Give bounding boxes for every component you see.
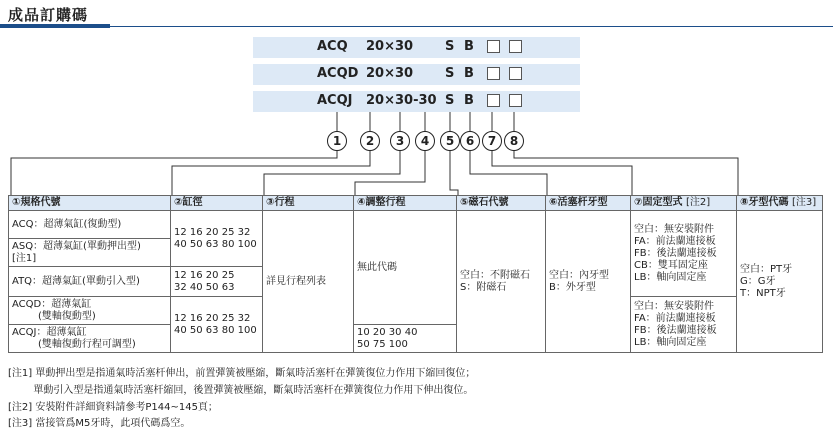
header-stroke: ③行程 <box>263 196 354 211</box>
header-rod-thread: ⑥活塞杆牙型 <box>546 196 631 211</box>
code-size: 20×30-30 <box>366 93 437 108</box>
code-model: ACQJ <box>317 93 353 108</box>
spec-acqd: ACQD：超薄氣缸 (雙軸復動型) <box>9 297 171 325</box>
position-6-marker: 6 <box>460 131 480 151</box>
code-model: ACQD <box>317 66 359 81</box>
mount-cell: 空白：無安裝附件 FA：前法蘭連接板 FB：後法蘭連接板 CB：雙耳固定座 LB：軸向固定座 <box>631 211 737 297</box>
header-magnet-code: ⑤磁石代號 <box>457 196 546 211</box>
note-1: [注1] 單動押出型是指通氣時活塞杆伸出，前置彈簧被壓縮，斷氣時活塞杆在彈簧復位力作用下縮回復位； <box>8 368 476 379</box>
code-thread: B <box>464 39 474 54</box>
mount-cell: 空白：無安裝附件 FA：前法蘭連接板 FB：後法蘭連接板 LB：軸向固定座 <box>631 297 737 353</box>
bore-cell: 12 16 20 25 32 40 50 63 80 100 <box>171 297 263 353</box>
spec-acq: ACQ：超薄氣缸(復動型) <box>9 211 171 239</box>
code-size: 20×30 <box>366 66 414 81</box>
header-spec-code: ①規格代號 <box>9 196 171 211</box>
position-8-marker: 8 <box>504 131 524 151</box>
connector-lines <box>0 0 833 200</box>
header-port-thread: ⑧牙型代碼 [注3] <box>737 196 823 211</box>
stroke-cell: 詳見行程列表 <box>263 211 354 353</box>
note-2: [注2] 安裝附件詳細資料請參考P144~145頁； <box>8 402 218 413</box>
position-2-marker: 2 <box>360 131 380 151</box>
spec-acqj: ACQJ：超薄氣缸 (雙軸復動行程可調型) <box>9 325 171 353</box>
code-size: 20×30 <box>366 39 414 54</box>
code-thread: B <box>464 93 474 108</box>
port-cell: 空白：PT牙 G：G牙 T：NPT牙 <box>737 211 823 353</box>
thread-cell: 空白：內牙型 B：外牙型 <box>546 211 631 353</box>
code-model: ACQ <box>317 39 348 54</box>
code-magnet: S <box>445 66 455 81</box>
adjust-cell: 10 20 30 40 50 75 100 <box>354 325 457 353</box>
bore-cell: 12 16 20 25 32 40 50 63 <box>171 267 263 297</box>
code-magnet: S <box>445 39 455 54</box>
adjust-cell: 無此代碼 <box>354 211 457 325</box>
bore-cell: 12 16 20 25 32 40 50 63 80 100 <box>171 211 263 267</box>
position-1-marker: 1 <box>327 131 347 151</box>
header-bore: ②缸徑 <box>171 196 263 211</box>
magnet-cell: 空白：不附磁石 S：附磁石 <box>457 211 546 353</box>
spec-asq: ASQ：超薄氣缸(單動押出型) [注1] <box>9 239 171 267</box>
table-row <box>9 211 823 239</box>
page-title: 成品訂購碼 <box>8 6 89 24</box>
note-1-cont: 單動引入型是指通氣時活塞杆縮回，後置彈簧被壓縮，斷氣時活塞杆在彈簧復位力作用下伸出復位。 <box>8 385 474 396</box>
header-mount-type: ⑦固定型式 [注2] <box>631 196 737 211</box>
spec-atq: ATQ：超薄氣缸(單動引入型) <box>9 267 171 297</box>
position-4-marker: 4 <box>415 131 435 151</box>
spec-table <box>8 195 823 353</box>
header-adjust-stroke: ④調整行程 <box>354 196 457 211</box>
code-thread: B <box>464 66 474 81</box>
code-magnet: S <box>445 93 455 108</box>
position-3-marker: 3 <box>390 131 410 151</box>
note-3: [注3] 當接管爲M5牙時，此項代碼爲空。 <box>8 418 191 429</box>
table-header-row <box>9 196 823 211</box>
position-5-marker: 5 <box>440 131 460 151</box>
position-7-marker: 7 <box>482 131 502 151</box>
